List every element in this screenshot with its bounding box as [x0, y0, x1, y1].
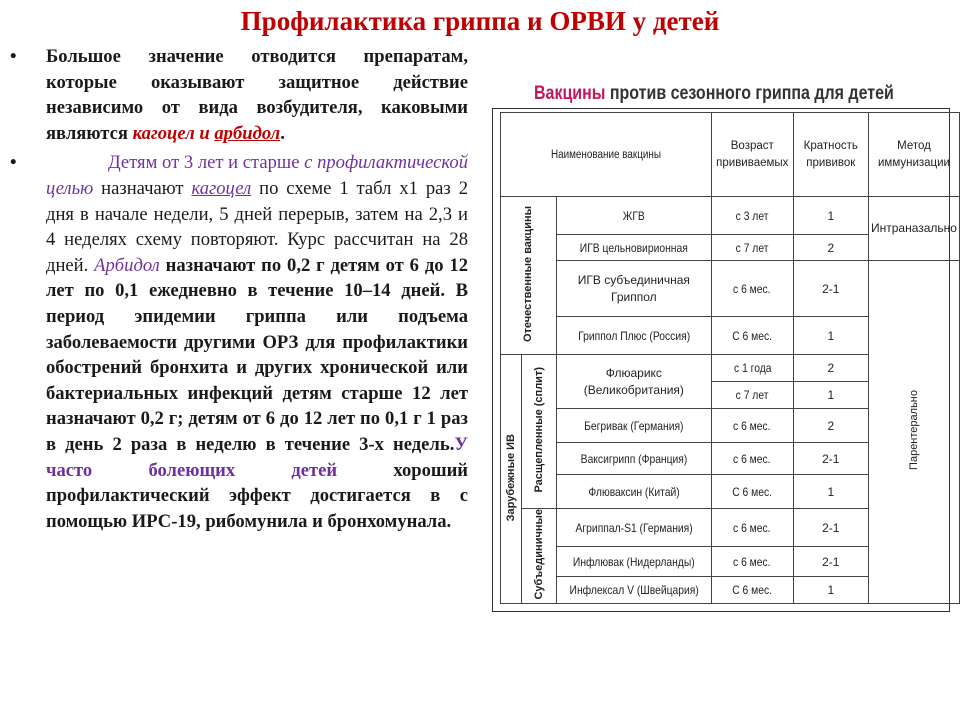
vaccine-multiplicity: 2-1: [793, 509, 868, 547]
header-method: Метод иммунизации: [868, 113, 959, 197]
punctuation: .: [280, 122, 285, 144]
vaccine-name: ИГВ цельновирионная: [556, 235, 711, 261]
vaccine-name: Инфлексал V (Швейцария): [556, 577, 711, 603]
vaccine-multiplicity: 1: [793, 197, 868, 235]
vaccine-age: с 6 мес.: [712, 547, 794, 577]
vaccine-multiplicity: 2-1: [793, 547, 868, 577]
vaccine-age: с 6 мес.: [712, 443, 794, 475]
vaccine-multiplicity: 2-1: [793, 443, 868, 475]
caption-text: против сезонного гриппа для детей: [605, 82, 894, 104]
table-header-row: [501, 113, 960, 197]
emphasis-text: с профилактической целью: [46, 152, 469, 199]
vaccine-age: с 3 лет: [712, 197, 794, 235]
table-row: [501, 261, 960, 317]
drug-name: Арбидол: [94, 254, 160, 276]
vaccine-multiplicity: 2: [793, 235, 868, 261]
caption-highlight: Вакцины: [534, 82, 606, 104]
vaccine-table: [500, 112, 960, 604]
vaccine-name: Флюваксин (Китай): [556, 475, 711, 509]
bullet-text: назначают по 0,2 г детям от 6 до 12 лет по 0,1 ежедневно в течение 10–14 дней. В период эпидемии гриппа или подъема заболеваемости другими ОРЗ для профилактики обострений бронхита и других хронической или бактериальных инфекций детям старше 12 лет назначают 0,2 г; детям от 6 до 12 лет по 0,1 г 1 раз в день 2 раза в неделю в течение 3-х недель.: [46, 254, 468, 455]
bullet-dot: •: [10, 152, 17, 174]
header-multiplicity: Кратность прививок: [793, 113, 868, 197]
vaccine-multiplicity: 1: [793, 577, 868, 603]
vaccine-name: ЖГВ: [556, 197, 711, 235]
vaccine-age: с 7 лет: [712, 235, 794, 261]
drug-name: кагоцел: [191, 177, 252, 199]
header-name: Наименование вакцины: [501, 113, 712, 197]
table-caption: [534, 82, 894, 105]
bullet-dot: •: [10, 46, 17, 67]
text-bullets: [8, 44, 468, 534]
vaccine-age: с 1 года: [712, 355, 794, 382]
vaccine-age: с 6 мес.: [712, 509, 794, 547]
vaccine-name: ИГВ субъединичная Гриппол: [556, 261, 711, 317]
method-intranasal: Интраназально: [868, 197, 959, 261]
vaccine-name: Ваксигрипп (Франция): [556, 443, 711, 475]
vaccine-multiplicity: 1: [793, 475, 868, 509]
bullet-item: [8, 150, 468, 534]
vaccine-multiplicity: 2: [793, 409, 868, 443]
drug-name: кагоцел: [132, 122, 195, 144]
vaccine-name: Флюарикс (Великобритания): [556, 355, 711, 409]
bullet-text: назначают: [93, 177, 192, 199]
group-label-subunit: Субъединичные: [522, 509, 556, 604]
group-label-split: Расщепленные (сплит): [522, 355, 556, 509]
vaccine-age: с 6 мес.: [712, 261, 794, 317]
vaccine-name: Гриппол Плюс (Россия): [556, 317, 711, 355]
vaccine-age: с 6 мес.: [712, 409, 794, 443]
vaccine-multiplicity: 2-1: [793, 261, 868, 317]
vaccine-multiplicity: 2: [793, 355, 868, 382]
bullet-item: [8, 44, 468, 146]
vaccine-age: С 6 мес.: [712, 577, 794, 603]
vaccine-name: Бегривак (Германия): [556, 409, 711, 443]
vaccine-multiplicity: 1: [793, 382, 868, 409]
bullet-text: Детям от 3 лет и старше: [108, 152, 305, 174]
conjunction: и: [194, 122, 215, 144]
emphasis-text: У часто болеющих детей: [46, 433, 468, 481]
bullet-text: Большое значение отводится препаратам, которые оказывают защитное действие независимо от вида возбудителя, каковыми являются: [46, 46, 468, 144]
drug-name: арбидол: [214, 122, 281, 144]
vaccine-name: Инфлювак (Нидерланды): [556, 547, 711, 577]
bullet-text: хороший профилактический эффект достигается в с помощью ИРС-19, рибомунила и бронхомунала.: [46, 459, 469, 532]
group-label-foreign: Зарубежные ИВ: [501, 355, 522, 604]
vaccine-age: С 6 мес.: [712, 317, 794, 355]
bullet-text: по схеме 1 табл х1 раз 2 дня в начале недели, 5 дней перерыв, затем на 2,3 и 4 неделях схему повторяют. Курс рассчитан на 28 дней.: [46, 177, 468, 276]
method-parenteral: Парентерально: [868, 261, 959, 604]
page-title: Профилактика гриппа и ОРВИ у детей: [240, 6, 720, 36]
vaccine-multiplicity: 1: [793, 317, 868, 355]
table-row: [501, 197, 960, 235]
vaccine-age: с 7 лет: [712, 382, 794, 409]
vaccine-age: С 6 мес.: [712, 475, 794, 509]
vaccine-name: Агриппал-S1 (Германия): [556, 509, 711, 547]
group-label-domestic: Отечественные вакцины: [501, 197, 557, 355]
header-age: Возраст прививаемых: [712, 113, 794, 197]
